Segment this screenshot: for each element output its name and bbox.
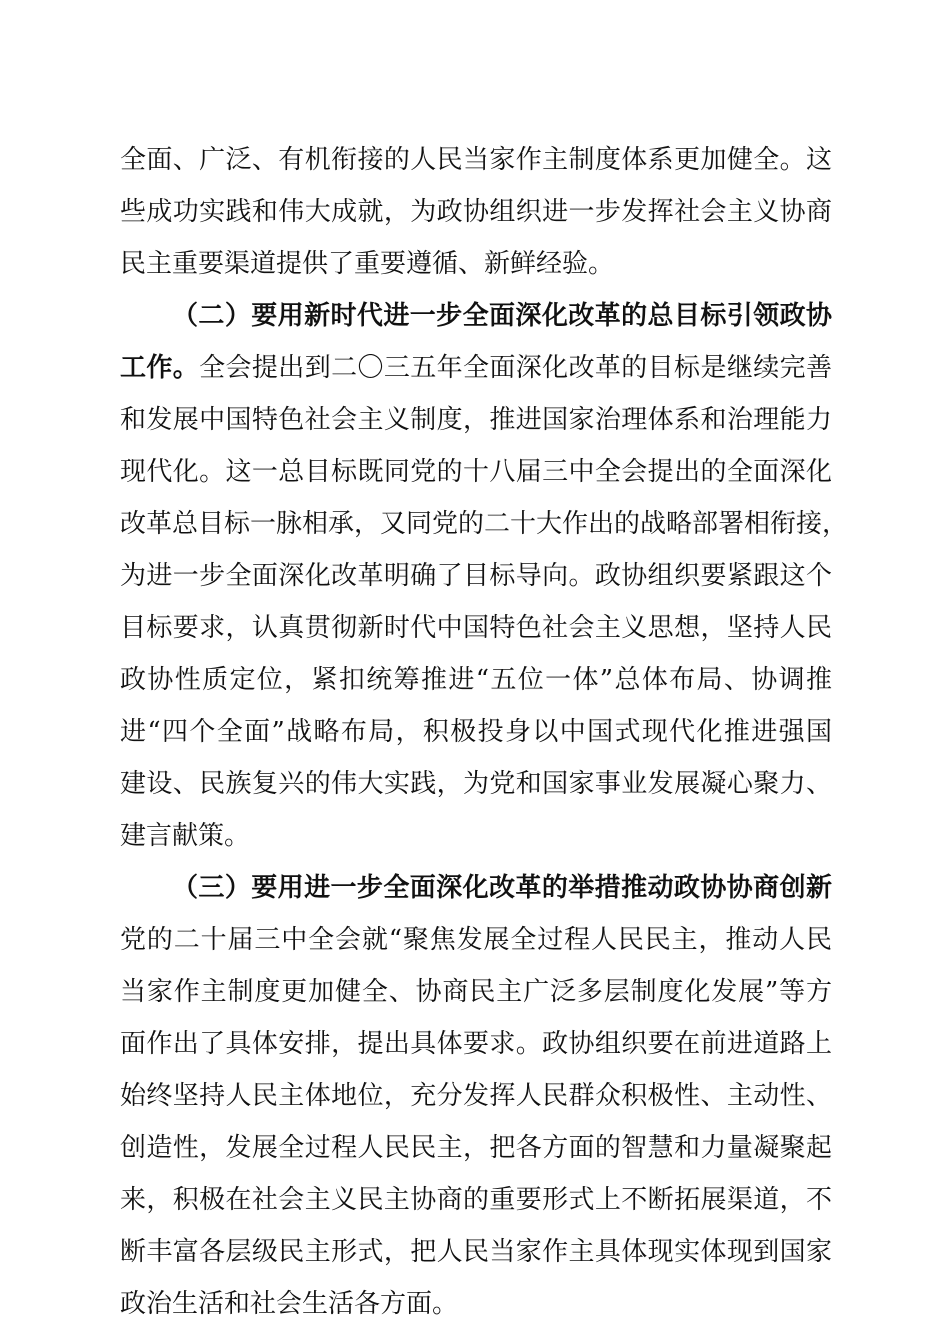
section-three-line-2: 党的二十届三中全会就“聚焦发展全过程人民民主，推动人民 — [120, 925, 832, 955]
section-two-line-2-text: 全会提出到二〇三五年全面深化改革的目标是继续完善 — [199, 353, 832, 383]
section-three-line-3: 当家作主制度更加健全、协商民主广泛多层制度化发展”等方 — [120, 977, 832, 1007]
section-two-line-3: 和发展中国特色社会主义制度，推进国家治理体系和治理能力 — [120, 405, 832, 435]
section-two-line-6: 为进一步全面深化改革明确了目标导向。政协组织要紧跟这个 — [120, 561, 832, 591]
section-two-line-7: 目标要求，认真贯彻新时代中国特色社会主义思想，坚持人民 — [120, 613, 832, 643]
section-two-line-4: 现代化。这一总目标既同党的十八届三中全会提出的全面深化 — [120, 457, 832, 487]
intro-line-1: 全面、广泛、有机衔接的人民当家作主制度体系更加健全。这 — [120, 145, 832, 175]
intro-line-3: 民主重要渠道提供了重要遵循、新鲜经验。 — [120, 249, 615, 279]
section-two-line-11: 建言献策。 — [120, 821, 251, 851]
section-three-heading: （三）要用进一步全面深化改革的举措推动政协协商创新 — [172, 873, 832, 903]
section-two-line-2 — [120, 342, 832, 394]
section-three-line-9: 政治生活和社会生活各方面。 — [120, 1289, 459, 1319]
section-three-line-4: 面作出了具体安排，提出具体要求。政协组织要在前进道路上 — [120, 1029, 832, 1059]
section-two-heading-end: 工作。 — [120, 353, 200, 383]
section-two-line-9: 进“四个全面”战略布局，积极投身以中国式现代化推进强国 — [120, 717, 832, 747]
section-two-line-5: 改革总目标一脉相承，又同党的二十大作出的战略部署相衔接， — [120, 509, 849, 539]
section-two-line-10: 建设、民族复兴的伟大实践，为党和国家事业发展凝心聚力、 — [120, 769, 832, 799]
section-two-line-8: 政协性质定位，紧扣统筹推进“五位一体”总体布局、协调推 — [120, 665, 832, 695]
section-three-line-5: 始终坚持人民主体地位，充分发挥人民群众积极性、主动性、 — [120, 1081, 832, 1111]
section-three-line-7: 来，积极在社会主义民主协商的重要形式上不断拓展渠道，不 — [120, 1185, 832, 1215]
intro-line-2: 些成功实践和伟大成就，为政协组织进一步发挥社会主义协商 — [120, 197, 832, 227]
section-two-heading: （二）要用新时代进一步全面深化改革的总目标引领政协 — [172, 301, 832, 331]
section-three-line-8: 断丰富各层级民主形式，把人民当家作主具体现实体现到国家 — [120, 1237, 832, 1267]
section-three-line-6: 创造性，发展全过程人民民主，把各方面的智慧和力量凝聚起 — [120, 1133, 832, 1163]
